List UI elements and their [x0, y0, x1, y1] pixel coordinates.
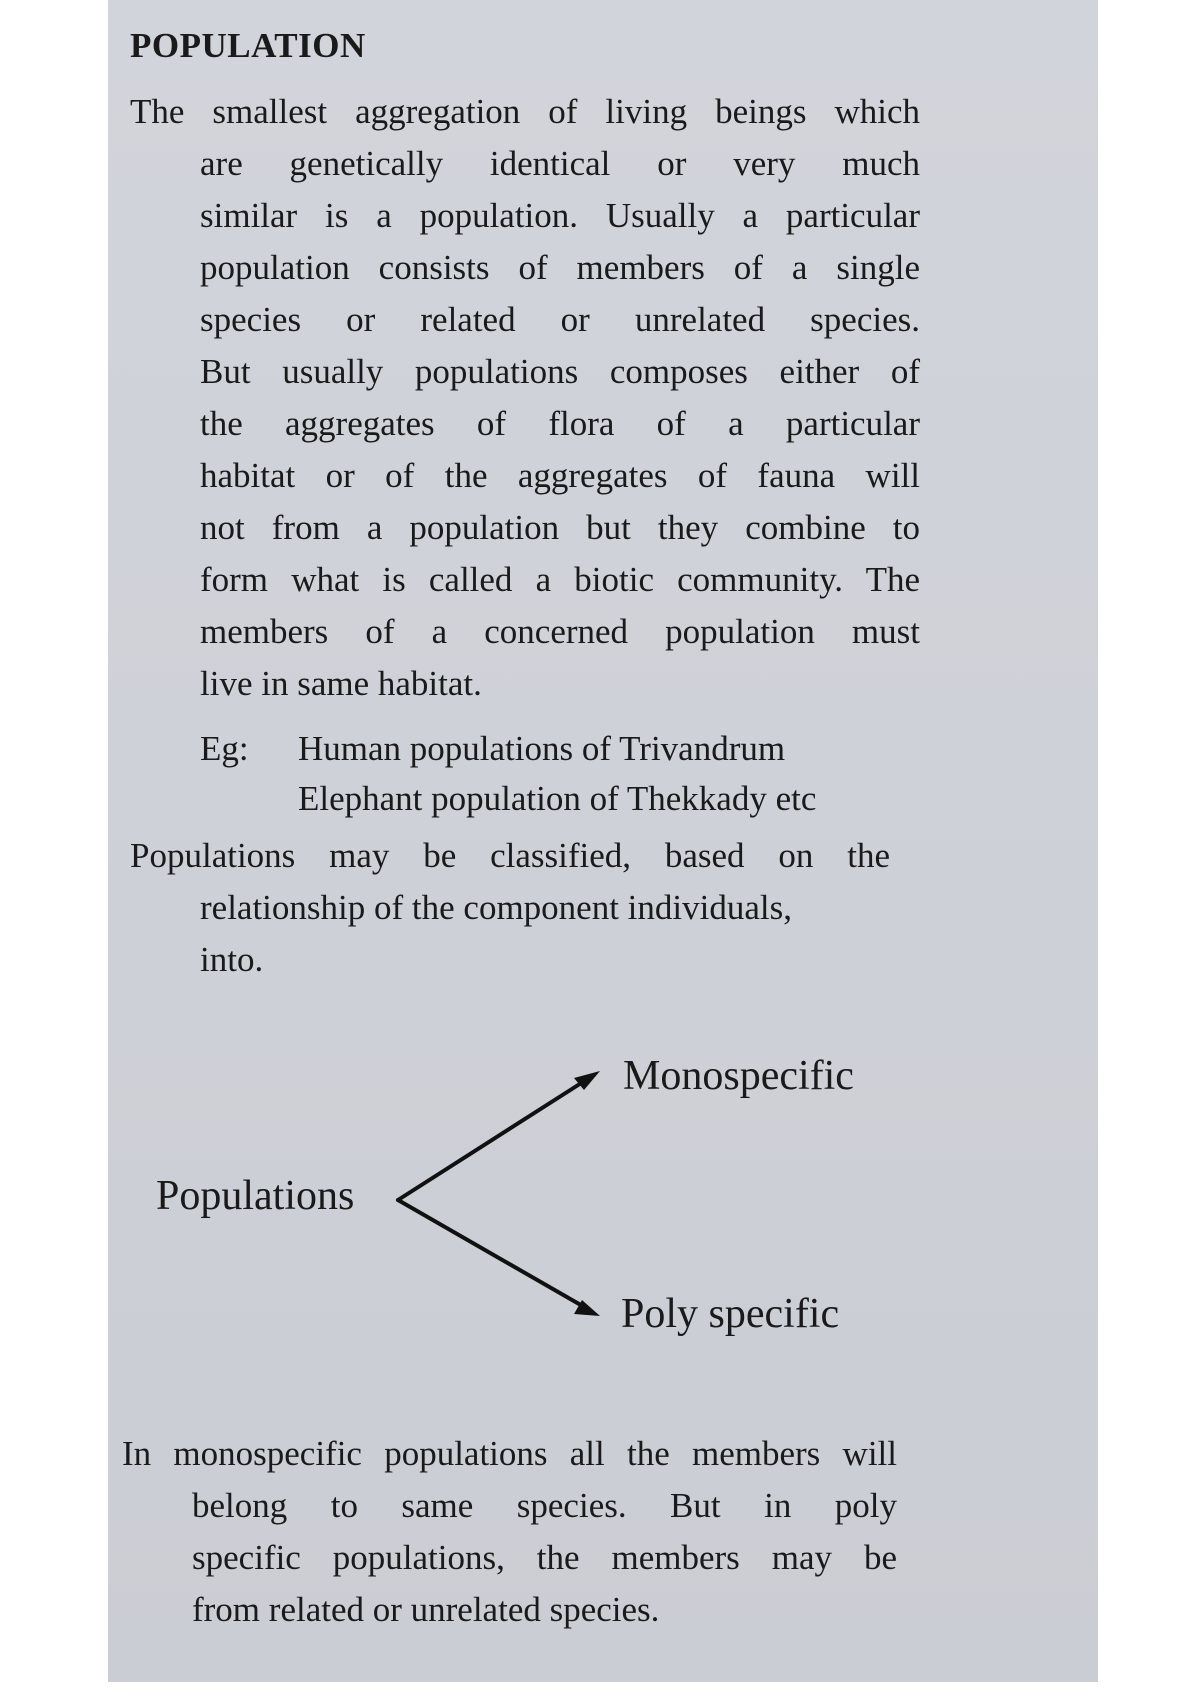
page-heading: POPULATION — [130, 26, 366, 65]
closing-line: belong to same species. But in poly — [192, 1486, 897, 1525]
definition-line: not from a population but they combine to — [200, 508, 920, 547]
closing-paragraph — [122, 1428, 897, 1636]
definition-line: habitat or of the aggregates of fauna will — [200, 456, 920, 495]
upper-arrowhead-icon — [574, 1071, 600, 1090]
classification-line: Populations may be classified, based on the — [130, 836, 890, 875]
lower-arrowhead-icon — [574, 1300, 600, 1316]
diagram-branch-polyspecific: Poly specific — [621, 1291, 840, 1337]
upper-branch-line — [398, 1080, 586, 1200]
classification-line: relationship of the component individuals, — [200, 888, 792, 927]
book-page — [108, 0, 1098, 1682]
closing-line: In monospecific populations all the members will — [122, 1434, 897, 1473]
example-row — [200, 774, 816, 824]
classification-paragraph — [130, 830, 890, 986]
classification-line: into. — [200, 940, 264, 979]
definition-line: similar is a population. Usually a particular — [200, 196, 920, 235]
definition-line: the aggregates of flora of a particular — [200, 404, 920, 443]
closing-line: from related or unrelated species. — [192, 1590, 660, 1629]
diagram-branch-monospecific: Monospecific — [623, 1053, 854, 1099]
definition-paragraph — [130, 86, 920, 710]
definition-line: The smallest aggregation of living beings which — [130, 92, 920, 131]
example-row — [200, 724, 816, 774]
example-label: Eg: — [200, 729, 249, 768]
example-item: Human populations of Trivandrum — [298, 729, 786, 768]
example-block — [200, 724, 816, 824]
closing-line: specific populations, the members may be — [192, 1538, 897, 1577]
definition-line: live in same habitat. — [200, 664, 482, 703]
definition-line: species or related or unrelated species. — [200, 300, 920, 339]
definition-line: population consists of members of a single — [200, 248, 920, 287]
definition-line: members of a concerned population must — [200, 612, 920, 651]
definition-line: But usually populations composes either of — [200, 352, 920, 391]
definition-line: form what is called a biotic community. The — [200, 560, 920, 599]
example-item: Elephant population of Thekkady etc — [298, 779, 817, 818]
lower-branch-line — [398, 1200, 586, 1308]
diagram-root-populations: Populations — [156, 1173, 355, 1219]
definition-line: are genetically identical or very much — [200, 144, 920, 183]
